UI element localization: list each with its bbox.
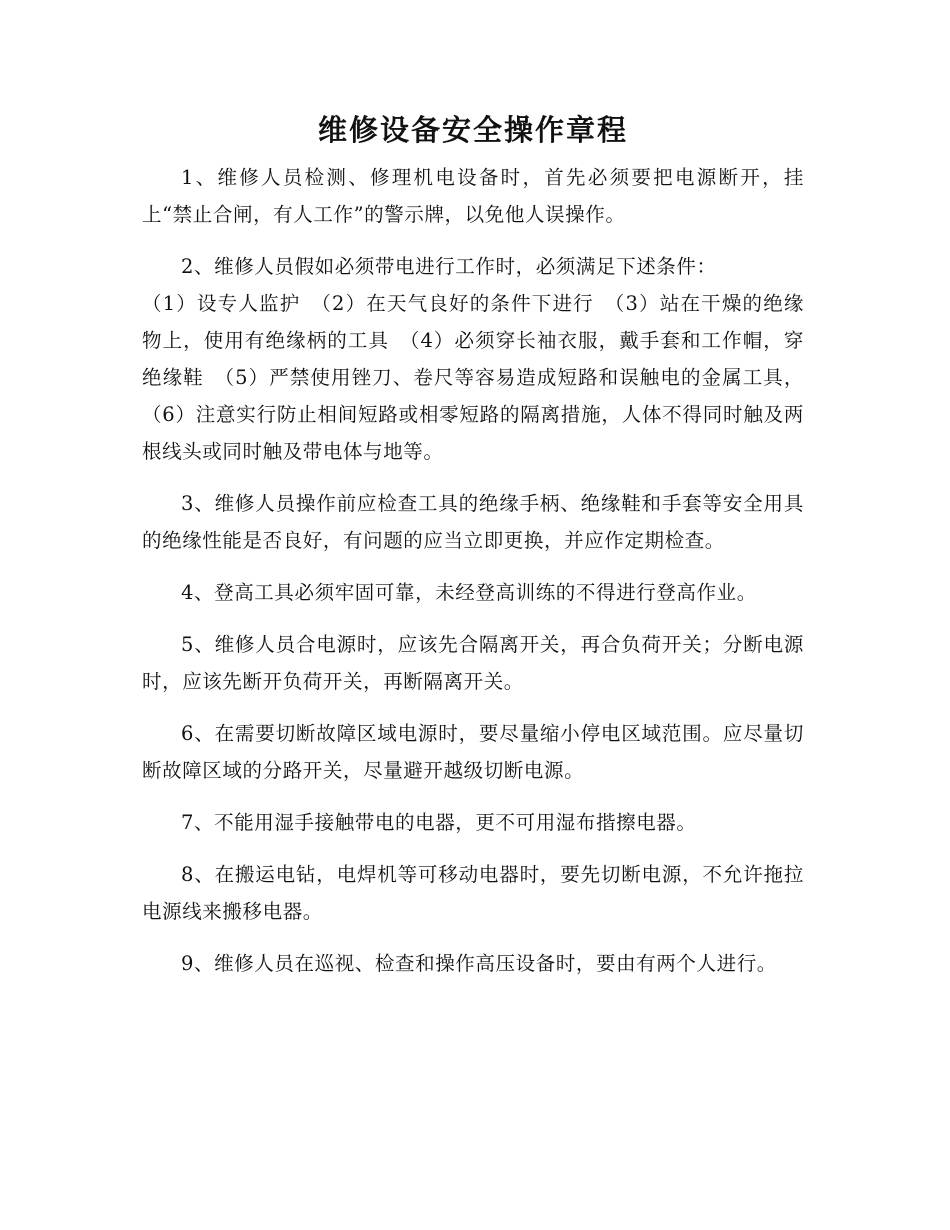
paragraph-2: 2、维修人员假如必须带电进行工作时，必须满足下述条件： xyxy=(181,255,717,278)
paragraph-5: 5、维修人员合电源时，应该先合隔离开关，再合负荷开关；分断电源时，应该先断开负荷开关，再断隔离开关。 xyxy=(142,633,804,693)
paragraph-8: 8、在搬运电钻，电焊机等可移动电器时，要先切断电源，不允许拖拉电源线来搬移电器。 xyxy=(142,863,804,923)
paragraph-4: 4、登高工具必须牢固可靠，未经登高训练的不得进行登高作业。 xyxy=(181,581,757,604)
paragraph-2-conditions: （1）设专人监护 （2）在天气良好的条件下进行 （3）站在干燥的绝缘物上，使用有绝缘柄的工具 （4）必须穿长袖衣服，戴手套和工作帽，穿绝缘鞋 （5）严禁使用锉刀、卷尺等容易造成短路和误触电的金属工具，（6）注意实行防止相间短路或相零短路的隔离措施，人体不得同时触及两根线头或同时触及带电体与地等。 xyxy=(142,292,804,463)
paragraph-1: 1、维修人员检测、修理机电设备时，首先必须要把电源断开，挂上“禁止合闸，有人工作”的警示牌，以免他人误操作。 xyxy=(142,166,804,226)
paragraph-6: 6、在需要切断故障区域电源时，要尽量缩小停电区域范围。应尽量切断故障区域的分路开关，尽量避开越级切断电源。 xyxy=(142,722,804,782)
paragraph-7: 7、不能用湿手接触带电的电器，更不可用湿布揩擦电器。 xyxy=(181,811,697,834)
paragraph-9: 9、维修人员在巡视、检查和操作高压设备时，要由有两个人进行。 xyxy=(181,952,777,975)
document-title: 维修设备安全操作章程 xyxy=(317,113,628,147)
document-body xyxy=(142,108,804,997)
paragraph-3: 3、维修人员操作前应检查工具的绝缘手柄、绝缘鞋和手套等安全用具的绝缘性能是否良好，有问题的应当立即更换，并应作定期检查。 xyxy=(142,492,804,552)
